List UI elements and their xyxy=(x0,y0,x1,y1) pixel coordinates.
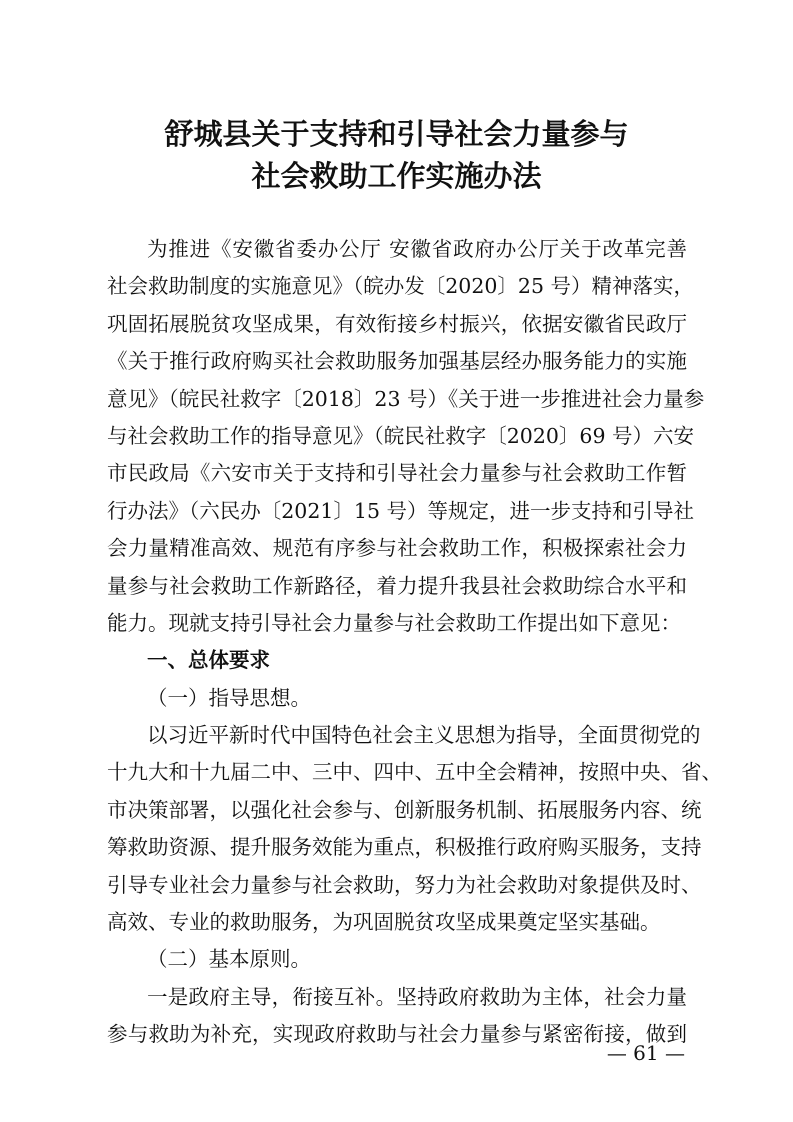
intro-line-8: 行办法》（六民办〔2021〕15 号）等规定，进一步支持和引导社 xyxy=(107,498,695,523)
guiding-line-3: 市决策部署，以强化社会参与、创新服务机制、拓展服务内容、统 xyxy=(107,797,702,822)
intro-line-2: 社会救助制度的实施意见》（皖办发〔2020〕25 号）精神落实， xyxy=(107,274,695,299)
principles-line-1: 一是政府主导，衔接互补。坚持政府救助为主体，社会力量 xyxy=(147,984,687,1009)
intro-line-7: 市民政局《六安市关于支持和引导社会力量参与社会救助工作暂 xyxy=(107,461,687,486)
intro-line-4: 《关于推行政府购买社会救助服务加强基层经办服务能力的实施 xyxy=(107,349,687,374)
page-number: — 61 — xyxy=(606,1041,685,1065)
guiding-ideology-paragraph xyxy=(107,717,722,941)
intro-line-1: 为推进《安徽省委办公厅 安徽省政府办公厅关于改革完善 xyxy=(147,237,687,261)
intro-line-9: 会力量精准高效、规范有序参与社会救助工作，积极探索社会力 xyxy=(107,536,687,561)
intro-line-10: 量参与社会救助工作新路径，着力提升我县社会救助综合水平和 xyxy=(107,573,687,598)
guiding-line-2: 十九大和十九届二中、三中、四中、五中全会精神，按照中央、省、 xyxy=(107,760,722,785)
intro-line-5: 意见》（皖民社救字〔2018〕23 号）《关于进一步推进社会力量参 xyxy=(107,386,705,411)
subheading-guiding-ideology: （一）指导思想。 xyxy=(147,685,311,710)
document-title-line-1: 舒城县关于支持和引导社会力量参与 xyxy=(164,117,629,151)
basic-principles-paragraph xyxy=(107,979,687,1054)
guiding-line-1: 以习近平新时代中国特色社会主义思想为指导，全面贯彻党的 xyxy=(147,723,701,748)
subheading-basic-principles: （二）基本原则。 xyxy=(147,947,311,972)
guiding-line-5: 引导专业社会力量参与社会救助，努力为社会救助对象提供及时、 xyxy=(107,872,702,897)
intro-paragraph xyxy=(107,231,705,642)
guiding-line-4: 筹救助资源、提升服务效能为重点，积极推行政府购买服务，支持 xyxy=(107,835,702,860)
document-body xyxy=(107,231,722,1054)
guiding-line-6: 高效、专业的救助服务，为巩固脱贫攻坚成果奠定坚实基础。 xyxy=(107,910,661,935)
document-title-line-2: 社会救助工作实施办法 xyxy=(251,159,542,193)
section-heading-general-requirements: 一、总体要求 xyxy=(147,648,270,673)
intro-line-6: 与社会救助工作的指导意见》（皖民社救字〔2020〕69 号）六安 xyxy=(107,423,695,448)
intro-line-11: 能力。现就支持引导社会力量参与社会救助工作提出如下意见： xyxy=(107,610,681,635)
principles-line-2: 参与救助为补充，实现政府救助与社会力量参与紧密衔接，做到 xyxy=(107,1022,687,1047)
intro-line-3: 巩固拓展脱贫攻坚成果，有效衔接乡村振兴，依据安徽省民政厅 xyxy=(107,311,687,336)
